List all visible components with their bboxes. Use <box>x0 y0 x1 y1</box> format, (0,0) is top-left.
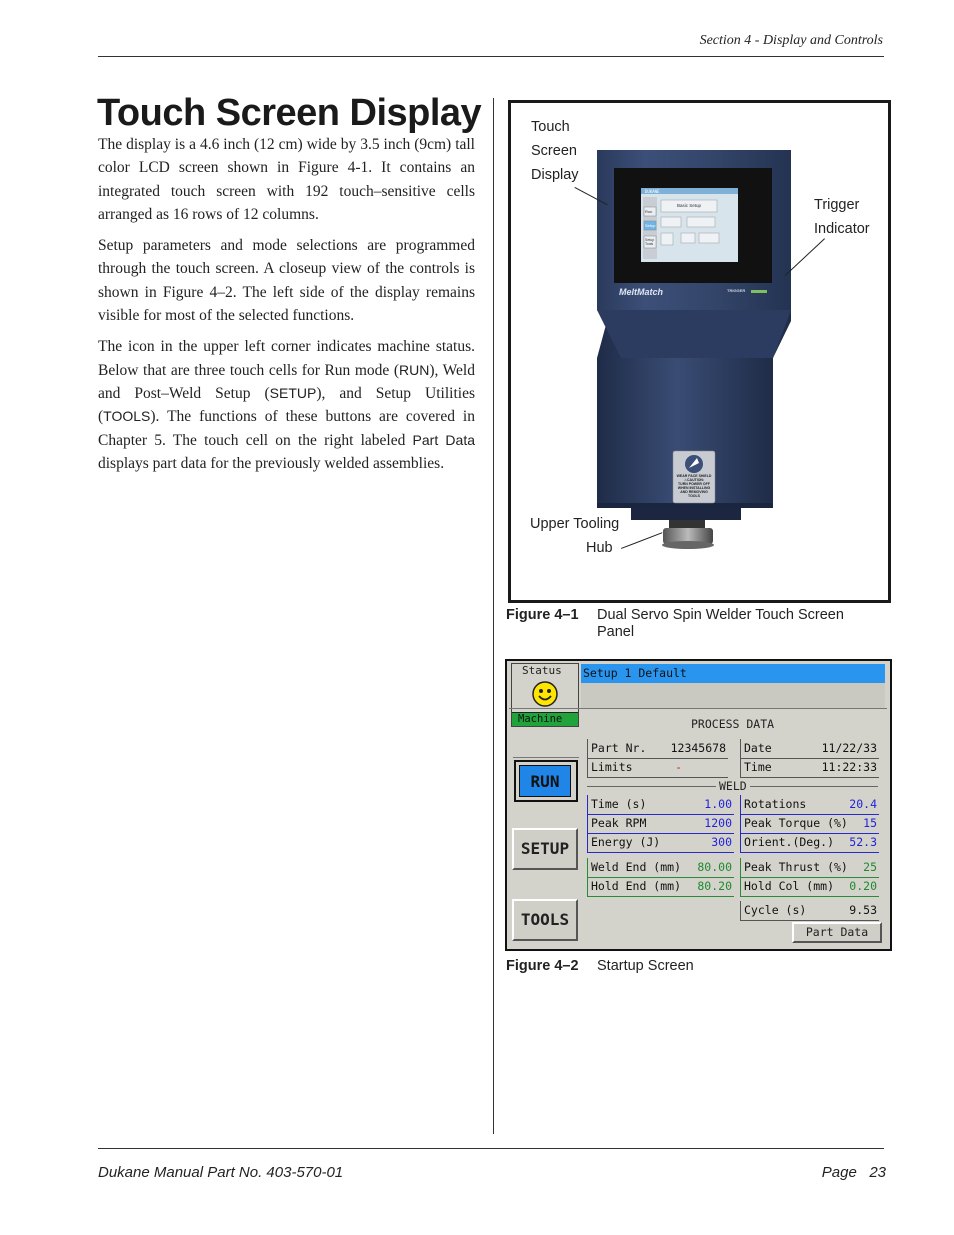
hold-col-value: 0.20 <box>849 879 877 893</box>
cycle-value: 9.53 <box>849 903 877 917</box>
figure-4-2-text: Startup Screen <box>597 958 694 974</box>
figure-4-1-text: Dual Servo Spin Welder Touch Screen Panel <box>597 607 844 640</box>
hold-end-label: Hold End (mm) <box>591 879 682 893</box>
bottom-rule <box>98 1148 884 1149</box>
callout-hub-line-2: Hub <box>586 540 613 556</box>
setup-subbar <box>581 683 885 708</box>
page-number: 23 <box>869 1164 886 1181</box>
peak-thrust-label: Peak Thrust (%) <box>744 860 848 874</box>
setup-button[interactable]: SETUP <box>512 828 578 870</box>
time-value: 11:22:33 <box>821 760 877 774</box>
date-value: 11/22/33 <box>821 741 877 755</box>
part-data-button[interactable]: Part Data <box>792 922 882 943</box>
smiley-status-icon <box>532 681 558 707</box>
callout-trigger-line-2: Indicator <box>814 221 870 237</box>
peak-torque-label: Peak Torque (%) <box>744 816 848 830</box>
peak-rpm-value: 1200 <box>704 816 732 830</box>
peak-thrust-row <box>740 858 879 878</box>
mini-screen-brand: DUKANE <box>645 189 660 194</box>
p3-text-5: displays part data for the previously welded assemblies. <box>98 454 445 472</box>
header-divider <box>509 708 887 709</box>
part-nr-value: 12345678 <box>670 741 726 755</box>
rotations-label: Rotations <box>744 797 807 811</box>
top-rule <box>98 56 884 57</box>
weld-time-label: Time (s) <box>591 797 647 811</box>
date-row <box>740 739 879 759</box>
callout-touch-line-3: Display <box>531 167 579 183</box>
cycle-label: Cycle (s) <box>744 903 807 917</box>
page-title: Touch Screen Display <box>97 92 482 134</box>
limits-label: Limits <box>591 760 633 774</box>
cycle-row <box>740 901 879 921</box>
paragraph-3 <box>98 335 475 475</box>
trigger-plate-label: TRIGGER <box>727 288 746 293</box>
time-row <box>740 758 879 778</box>
p3-setup-term: SETUP <box>269 384 317 401</box>
run-button-face <box>519 765 571 797</box>
run-button[interactable] <box>514 760 578 802</box>
callout-touch-screen <box>531 115 579 187</box>
peak-torque-value: 15 <box>863 816 877 830</box>
weld-heading: WELD <box>716 779 750 793</box>
figure-4-1-photo <box>508 100 891 603</box>
part-nr-row <box>587 739 728 759</box>
warning-line-1: WEAR FACE SHIELD <box>676 474 712 478</box>
mini-setup-label: Setup <box>645 223 656 228</box>
rotations-row <box>740 795 879 815</box>
part-nr-label: Part Nr. <box>591 741 647 755</box>
status-panel[interactable] <box>511 663 579 727</box>
hold-end-value: 80.20 <box>697 879 732 893</box>
callout-hub-line-1: Upper Tooling <box>530 516 620 532</box>
tools-button[interactable]: TOOLS <box>512 899 578 941</box>
time-label: Time <box>744 760 772 774</box>
mini-tools-label: Setup Tools <box>645 238 655 246</box>
peak-torque-row <box>740 814 879 834</box>
section-header: Section 4 - Display and Controls <box>699 33 883 48</box>
p3-partdata-term: Part Data <box>412 431 476 448</box>
figure-4-2-label: Figure 4–2 <box>506 958 579 974</box>
peak-rpm-row <box>587 814 734 834</box>
p3-text-4: ). The functions of these buttons are covered in Chapter 5. The touch cell on the right labeled <box>98 408 475 449</box>
device-brand-logo: MeltMatch <box>619 287 664 297</box>
callout-touch-line-1: Touch <box>531 119 570 135</box>
figure-4-1-label: Figure 4–1 <box>506 607 579 623</box>
rotations-value: 20.4 <box>849 797 877 811</box>
weld-end-label: Weld End (mm) <box>591 860 682 874</box>
orient-value: 52.3 <box>849 835 877 849</box>
limits-value: - <box>675 760 682 774</box>
mini-screen-title: Basic Setup <box>677 203 702 208</box>
p3-text-2: ), Weld and Post–Weld Setup ( <box>98 361 475 402</box>
limits-row <box>587 758 728 778</box>
weld-end-value: 80.00 <box>697 860 732 874</box>
weld-time-value: 1.00 <box>704 797 732 811</box>
energy-label: Energy (J) <box>591 835 661 849</box>
warning-line-3: TURN POWER OFF WHEN INSTALLING AND REMOVING TOOLS <box>677 482 711 498</box>
peak-rpm-label: Peak RPM <box>591 816 647 830</box>
callout-trigger <box>814 193 870 241</box>
machine-status-bar <box>512 712 578 726</box>
paragraph-2: Setup parameters and mode selections are programmed through the touch screen. A closeup view of the controls is shown in Figure 4–2. The left side of the display remains visible for most of the selected functions. <box>98 237 475 325</box>
callout-hub <box>530 512 619 560</box>
orient-row <box>740 833 879 853</box>
p3-tools-term: TOOLS <box>103 408 151 425</box>
column-divider <box>493 98 494 1134</box>
page-label: Page <box>821 1164 857 1181</box>
setup-bar-text: Setup 1 Default <box>583 666 687 680</box>
peak-thrust-value: 25 <box>863 860 877 874</box>
body-text <box>98 133 475 483</box>
process-data-heading: PROCESS DATA <box>691 717 775 731</box>
weld-end-row <box>587 858 734 878</box>
mini-run-label: Run <box>645 209 653 214</box>
callout-trigger-line-1: Trigger <box>814 197 860 213</box>
footer-page <box>822 1164 886 1181</box>
p3-run-term: RUN <box>399 361 430 378</box>
callout-touch-line-2: Screen <box>531 143 577 159</box>
hold-col-row <box>740 877 879 897</box>
figure-4-2-startup-screen <box>505 659 892 951</box>
status-label: Status <box>522 664 562 677</box>
run-button-label: RUN <box>530 772 560 791</box>
hold-col-label: Hold Col (mm) <box>744 879 835 893</box>
paragraph-1: The display is a 4.6 inch (12 cm) wide by 3.5 inch (9cm) tall color LCD screen shown in Figure 4-1. It contains an integrated touch screen with 192 touch–sensitive cells arranged as 16 rows of 12 columns. <box>98 136 475 223</box>
machine-label: Machine <box>518 713 563 725</box>
footer-manual-number: Dukane Manual Part No. 403-570-01 <box>98 1164 344 1181</box>
p3-text-1: The icon in the upper left corner indicates machine status. Below that are three touch cells for Run mode ( <box>98 338 475 379</box>
warning-label-text <box>674 474 714 498</box>
warning-line-2: ⚠CAUTION: <box>683 478 705 482</box>
figure-4-2-caption <box>506 958 877 975</box>
energy-value: 300 <box>711 835 732 849</box>
hold-end-row <box>587 877 734 897</box>
figure-4-1-caption <box>506 607 877 641</box>
energy-row <box>587 833 734 853</box>
p3-text-3: ), and Setup Utilities ( <box>98 384 475 426</box>
orient-label: Orient.(Deg.) <box>744 835 835 849</box>
date-label: Date <box>744 741 772 755</box>
weld-time-row <box>587 795 734 815</box>
setup-title-bar <box>581 664 885 683</box>
left-divider <box>513 757 579 758</box>
